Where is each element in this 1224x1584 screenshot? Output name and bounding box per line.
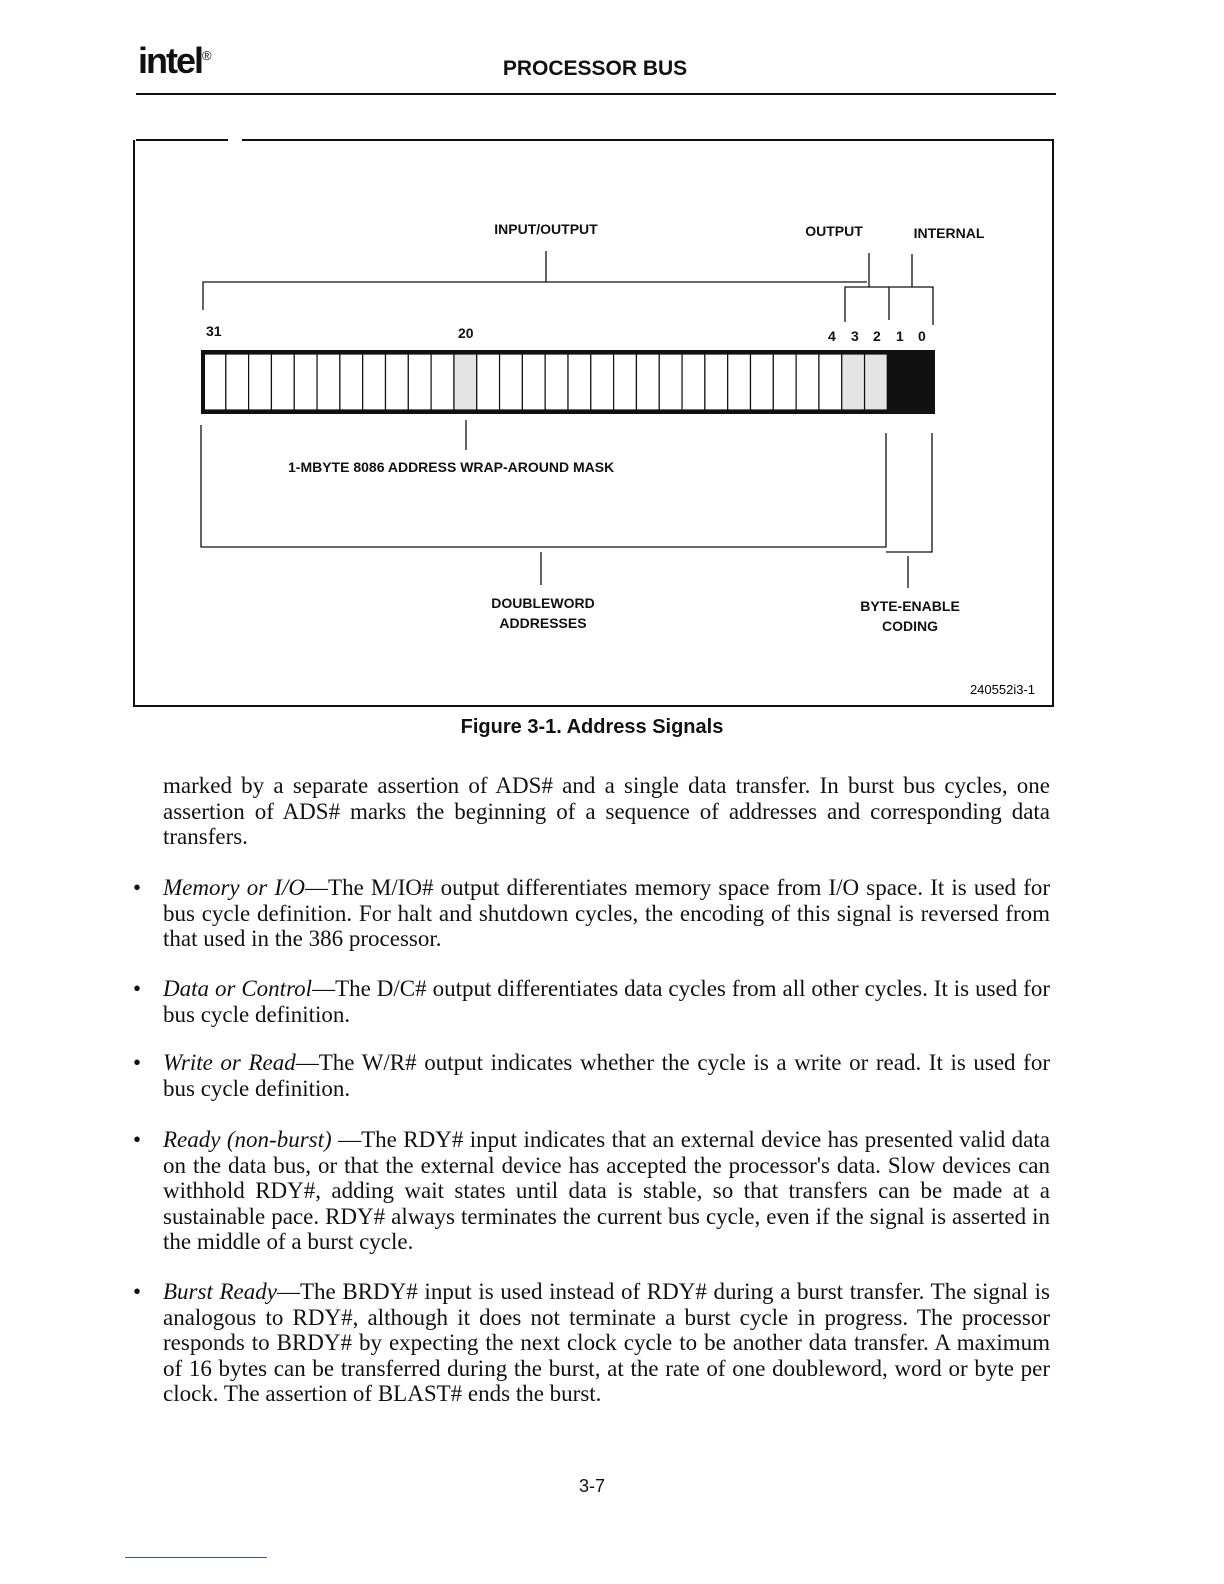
bit-cell-11 — [659, 354, 682, 410]
bit-cell-25 — [340, 354, 363, 410]
address-register-bar — [203, 352, 933, 412]
bit-cell-21 — [431, 354, 454, 410]
label-coding: CODING — [882, 618, 938, 634]
bit-cell-29 — [249, 354, 272, 410]
bit-cell-17 — [522, 354, 545, 410]
label-wraparound-mask: 1-MBYTE 8086 ADDRESS WRAP-AROUND MASK — [288, 459, 615, 475]
bit-31-label: 31 — [206, 323, 222, 339]
bit-cell-8 — [728, 354, 751, 410]
bit-cell-31 — [203, 354, 226, 410]
list-item: • Ready (non-burst) —The RDY# input indicates that an external device has presented valid data on the data bus, or that the external device has accepted the processor's data. Slow devices can withhold RDY#, adding wait states until data is stable, so that transfers can be made at a sustainable pace. RDY# always terminates the current bus cycle, even if the signal is asserted in the middle of a burst cycle. — [133, 1127, 1050, 1254]
figure-code: 240552i3-1 — [969, 682, 1035, 697]
list-item: • Data or Control—The D/C# output differentiates data cycles from all other cycles. It is used for bus cycle definition. — [133, 976, 1050, 1027]
intel-logo: intel® — [138, 40, 212, 81]
figure-caption: Figure 3-1. Address Signals — [460, 716, 724, 738]
bit-cell-20 — [454, 354, 477, 410]
bit-20-label: 20 — [458, 325, 474, 341]
page-header-title: PROCESSOR BUS — [502, 57, 688, 80]
bit-cell-9 — [705, 354, 728, 410]
bit-cell-6 — [773, 354, 796, 410]
bit-cell-19 — [477, 354, 500, 410]
io-bracket — [203, 251, 867, 310]
output-bracket — [845, 253, 933, 325]
bit-cell-7 — [751, 354, 774, 410]
bit-0-label: 0 — [918, 328, 926, 344]
list-item: • Burst Ready—The BRDY# input is used instead of RDY# during a burst transfer. The signal is analogous to RDY#, although it does not terminate a burst cycle in progress. The processor responds to BRDY# by expecting the next clock cycle to be another data transfer. A maximum of 16 bytes can be transferred during the burst, at the rate of one doubleword, word or byte per clock. The assertion of BLAST# ends the burst. — [133, 1279, 1051, 1406]
bit-cell-2 — [865, 354, 888, 410]
list-item: • Write or Read—The W/R# output indicates whether the cycle is a write or read. It is used for bus cycle definition. — [133, 1050, 1050, 1101]
bit-cell-12 — [636, 354, 659, 410]
label-input-output: INPUT/OUTPUT — [494, 221, 598, 237]
bit-cell-18 — [500, 354, 523, 410]
bit-cell-28 — [271, 354, 294, 410]
mask-bracket — [201, 420, 932, 552]
footer-line — [125, 1557, 267, 1558]
bit-cell-16 — [545, 354, 568, 410]
bit-cell-0 — [910, 354, 933, 410]
bit-3-label: 3 — [851, 328, 859, 344]
label-byte-enable: BYTE-ENABLE — [860, 598, 960, 614]
bit-cell-4 — [819, 354, 842, 410]
bit-cell-14 — [591, 354, 614, 410]
page-number: 3-7 — [578, 1476, 605, 1496]
bit-cell-10 — [682, 354, 705, 410]
label-internal: INTERNAL — [913, 225, 985, 241]
bit-cell-23 — [386, 354, 409, 410]
bit-cell-15 — [568, 354, 591, 410]
bit-1-label: 1 — [896, 328, 904, 344]
bit-cell-26 — [317, 354, 340, 410]
bit-cell-5 — [796, 354, 819, 410]
bit-cell-27 — [294, 354, 317, 410]
bit-2-label: 2 — [873, 328, 881, 344]
bit-cell-13 — [614, 354, 637, 410]
list-item: • Memory or I/O—The M/IO# output differentiates memory space from I/O space. It is used for bus cycle definition. For halt and shutdown cycles, the encoding of this signal is reversed from that used in the 386 processor. — [133, 875, 1051, 951]
label-doubleword: DOUBLEWORD — [491, 595, 595, 611]
bit-cell-30 — [226, 354, 249, 410]
bit-cell-3 — [842, 354, 865, 410]
bit-4-label: 4 — [828, 328, 836, 344]
bit-cell-24 — [363, 354, 386, 410]
address-signals-figure — [0, 0, 1224, 720]
label-addresses: ADDRESSES — [499, 615, 587, 631]
label-output: OUTPUT — [805, 223, 863, 239]
intro-paragraph: marked by a separate assertion of ADS# and a single data transfer. In burst bus cycles, one assertion of ADS# marks the beginning of a sequence of addresses and corresponding data transfers. — [163, 773, 1050, 849]
bit-cell-1 — [887, 354, 910, 410]
bit-cell-22 — [408, 354, 431, 410]
